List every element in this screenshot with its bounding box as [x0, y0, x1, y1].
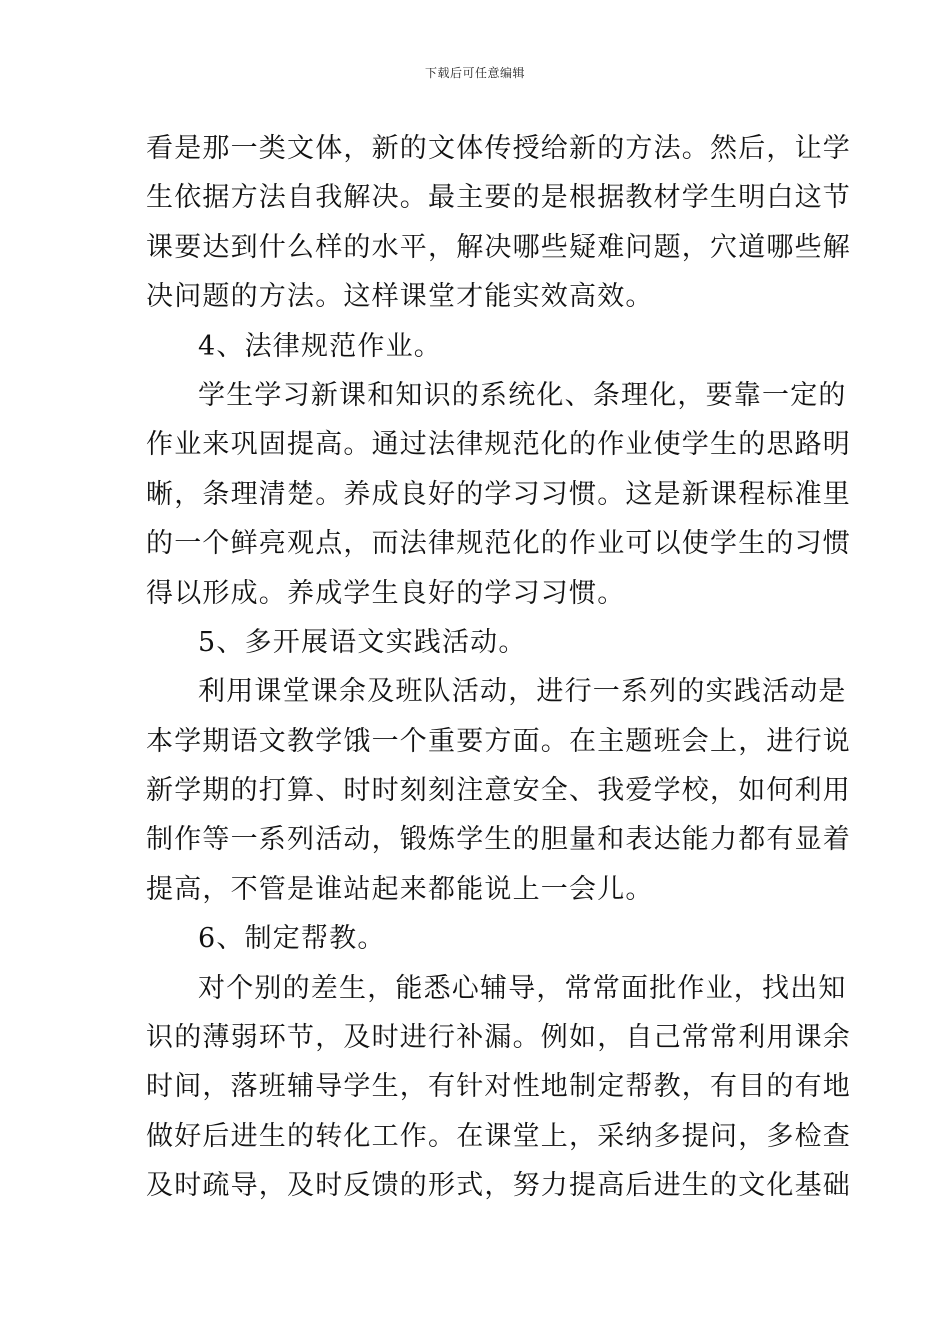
text-line: 课要达到什么样的水平，解决哪些疑难问题，穴道哪些解 — [146, 231, 851, 263]
text-line: 的一个鲜亮观点，而法律规范化的作业可以使学生的习惯 — [146, 528, 851, 560]
text-line: 生依据方法自我解决。最主要的是根据教材学生明白这节 — [146, 182, 851, 214]
paragraph-start: 学生学习新课和知识的系统化、条理化，要靠一定的 — [198, 379, 847, 411]
text-line: 提高，不管是谁站起来都能说上一会儿。 — [146, 873, 654, 905]
text-line: 制作等一系列活动，锻炼学生的胆量和表达能力都有显着 — [146, 824, 851, 856]
text-line: 做好后进生的转化工作。在课堂上，采纳多提问，多检查 — [146, 1120, 851, 1152]
document-body — [146, 124, 851, 1211]
text-line: 识的薄弱环节，及时进行补漏。例如，自己常常利用课余 — [146, 1022, 851, 1054]
text-line: 作业来巩固提高。通过法律规范化的作业使学生的思路明 — [146, 429, 851, 461]
text-line: 新学期的打算、时时刻刻注意安全、我爱学校，如何利用 — [146, 775, 851, 807]
text-line: 看是那一类文体，新的文体传授给新的方法。然后，让学 — [146, 133, 851, 164]
paragraph-start: 利用课堂课余及班队活动，进行一系列的实践活动是 — [198, 676, 847, 708]
text-line: 晰，条理清楚。养成良好的学习习惯。这是新课程标准里 — [146, 478, 851, 510]
section-heading: 6、制定帮教。 — [198, 923, 386, 955]
text-line: 得以形成。养成学生良好的学习习惯。 — [146, 577, 626, 609]
section-heading: 4、法律规范作业。 — [198, 330, 442, 362]
page-header: 下载后可任意编辑 — [424, 66, 525, 80]
text-line: 时间，落班辅导学生，有针对性地制定帮教，有目的有地 — [146, 1071, 851, 1103]
paragraph-start: 对个别的差生，能悉心辅导，常常面批作业，找出知 — [198, 972, 847, 1004]
section-heading: 5、多开展语文实践活动。 — [198, 626, 527, 658]
text-line: 决问题的方法。这样课堂才能实效高效。 — [146, 281, 654, 313]
text-line: 本学期语文教学饿一个重要方面。在主题班会上，进行说 — [146, 725, 851, 757]
text-line: 及时疏导，及时反馈的形式，努力提高后进生的文化基础 — [146, 1170, 851, 1202]
